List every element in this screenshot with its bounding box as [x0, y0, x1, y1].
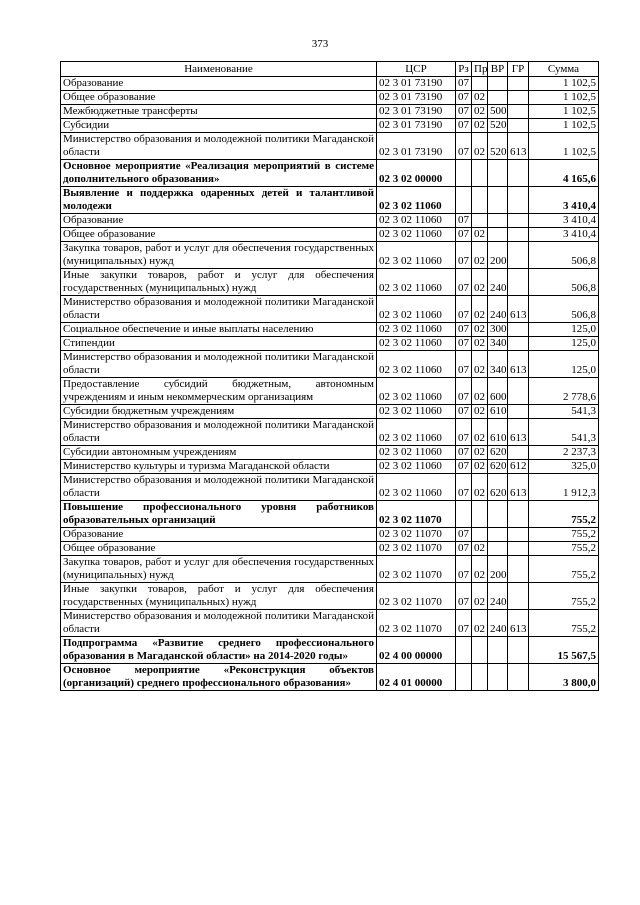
table-row [61, 474, 599, 501]
cell-pr: 02 [472, 242, 488, 269]
cell-csr: 02 3 02 11060 [377, 474, 456, 501]
cell-csr: 02 3 01 73190 [377, 105, 456, 119]
cell-pr: 02 [472, 323, 488, 337]
cell-vr: 610 [488, 405, 508, 419]
cell-sum: 1 102,5 [529, 77, 599, 91]
cell-rz [456, 664, 472, 691]
cell-sum: 506,8 [529, 242, 599, 269]
cell-rz: 07 [456, 446, 472, 460]
cell-rz [456, 187, 472, 214]
cell-csr: 02 4 01 00000 [377, 664, 456, 691]
cell-name: Министерство образования и молодежной политики Магаданской области [61, 610, 377, 637]
cell-name: Социальное обеспечение и иные выплаты населению [61, 323, 377, 337]
cell-pr: 02 [472, 474, 488, 501]
cell-gr: 613 [508, 296, 529, 323]
table-row [61, 351, 599, 378]
cell-pr: 02 [472, 583, 488, 610]
cell-name: Выявление и поддержка одаренных детей и талантливой молодежи [61, 187, 377, 214]
cell-gr [508, 637, 529, 664]
cell-vr [488, 91, 508, 105]
cell-pr: 02 [472, 296, 488, 323]
cell-vr [488, 501, 508, 528]
cell-sum: 755,2 [529, 528, 599, 542]
cell-gr [508, 542, 529, 556]
cell-gr [508, 228, 529, 242]
cell-pr [472, 214, 488, 228]
cell-rz: 07 [456, 460, 472, 474]
cell-rz: 07 [456, 583, 472, 610]
cell-gr [508, 187, 529, 214]
cell-csr: 02 3 02 00000 [377, 160, 456, 187]
cell-vr: 520 [488, 133, 508, 160]
cell-name: Субсидии [61, 119, 377, 133]
cell-rz: 07 [456, 556, 472, 583]
cell-rz: 07 [456, 542, 472, 556]
table-row [61, 105, 599, 119]
cell-name: Общее образование [61, 228, 377, 242]
cell-vr: 240 [488, 269, 508, 296]
cell-vr [488, 228, 508, 242]
table-row [61, 405, 599, 419]
cell-csr: 02 3 02 11060 [377, 419, 456, 446]
cell-name: Закупка товаров, работ и услуг для обеспечения государственных (муниципальных) нужд [61, 242, 377, 269]
cell-sum: 3 410,4 [529, 187, 599, 214]
page-number: 373 [311, 38, 329, 50]
cell-pr [472, 160, 488, 187]
cell-csr: 02 3 02 11060 [377, 242, 456, 269]
cell-csr: 02 3 02 11070 [377, 528, 456, 542]
cell-vr [488, 214, 508, 228]
cell-gr [508, 378, 529, 405]
header-name: Наименование [61, 62, 377, 77]
table-row [61, 228, 599, 242]
cell-sum: 2 778,6 [529, 378, 599, 405]
cell-gr [508, 446, 529, 460]
cell-csr: 02 3 01 73190 [377, 77, 456, 91]
cell-gr [508, 105, 529, 119]
table-row [61, 296, 599, 323]
cell-pr: 02 [472, 405, 488, 419]
cell-name: Закупка товаров, работ и услуг для обеспечения государственных (муниципальных) нужд [61, 556, 377, 583]
cell-rz: 07 [456, 419, 472, 446]
cell-csr: 02 3 02 11070 [377, 583, 456, 610]
cell-vr: 340 [488, 337, 508, 351]
cell-csr: 02 3 02 11060 [377, 296, 456, 323]
table-row [61, 160, 599, 187]
cell-pr: 02 [472, 351, 488, 378]
cell-sum: 2 237,3 [529, 446, 599, 460]
cell-sum: 1 102,5 [529, 133, 599, 160]
cell-csr: 02 3 01 73190 [377, 119, 456, 133]
cell-name: Образование [61, 214, 377, 228]
cell-gr: 613 [508, 610, 529, 637]
cell-pr [472, 187, 488, 214]
cell-vr: 240 [488, 610, 508, 637]
cell-sum: 541,3 [529, 405, 599, 419]
cell-pr: 02 [472, 556, 488, 583]
cell-name: Основное мероприятие «Реконструкция объектов (организаций) среднего профессионального образования» [61, 664, 377, 691]
table-row [61, 378, 599, 405]
cell-gr: 613 [508, 474, 529, 501]
cell-name: Основное мероприятие «Реализация мероприятий в системе дополнительного образования» [61, 160, 377, 187]
cell-rz: 07 [456, 105, 472, 119]
cell-rz: 07 [456, 77, 472, 91]
cell-pr: 02 [472, 105, 488, 119]
cell-csr: 02 3 01 73190 [377, 133, 456, 160]
cell-sum: 125,0 [529, 323, 599, 337]
cell-sum: 1 102,5 [529, 105, 599, 119]
cell-rz: 07 [456, 228, 472, 242]
cell-vr: 610 [488, 419, 508, 446]
cell-gr [508, 119, 529, 133]
cell-vr: 500 [488, 105, 508, 119]
cell-csr: 02 3 02 11070 [377, 610, 456, 637]
cell-rz: 07 [456, 351, 472, 378]
cell-sum: 4 165,6 [529, 160, 599, 187]
table-row [61, 337, 599, 351]
cell-gr: 613 [508, 351, 529, 378]
header-sum: Сумма [529, 62, 599, 77]
cell-rz: 07 [456, 91, 472, 105]
cell-name: Иные закупки товаров, работ и услуг для обеспечения государственных (муниципальных) нужд [61, 269, 377, 296]
cell-sum: 755,2 [529, 542, 599, 556]
cell-name: Подпрограмма «Развитие среднего профессионального образования в Магаданской области» на 2014-2020 годы» [61, 637, 377, 664]
cell-rz: 07 [456, 337, 472, 351]
cell-rz [456, 637, 472, 664]
cell-vr: 340 [488, 351, 508, 378]
cell-csr: 02 3 01 73190 [377, 91, 456, 105]
cell-rz: 07 [456, 610, 472, 637]
table-row [61, 460, 599, 474]
cell-name: Стипендии [61, 337, 377, 351]
cell-rz: 07 [456, 528, 472, 542]
cell-gr [508, 160, 529, 187]
cell-name: Межбюджетные трансферты [61, 105, 377, 119]
cell-gr [508, 583, 529, 610]
cell-csr: 02 3 02 11070 [377, 556, 456, 583]
cell-gr [508, 405, 529, 419]
cell-csr: 02 3 02 11070 [377, 501, 456, 528]
cell-csr: 02 4 00 00000 [377, 637, 456, 664]
cell-vr [488, 542, 508, 556]
cell-csr: 02 3 02 11060 [377, 405, 456, 419]
header-pr: Пр [472, 62, 488, 77]
cell-name: Общее образование [61, 91, 377, 105]
cell-rz: 07 [456, 269, 472, 296]
table-row [61, 542, 599, 556]
cell-pr: 02 [472, 133, 488, 160]
cell-gr [508, 664, 529, 691]
cell-gr [508, 91, 529, 105]
cell-name: Общее образование [61, 542, 377, 556]
cell-csr: 02 3 02 11060 [377, 337, 456, 351]
cell-sum: 3 410,4 [529, 228, 599, 242]
cell-sum: 125,0 [529, 351, 599, 378]
cell-gr [508, 323, 529, 337]
cell-name: Министерство образования и молодежной политики Магаданской области [61, 351, 377, 378]
cell-gr [508, 214, 529, 228]
cell-vr: 620 [488, 460, 508, 474]
cell-sum: 325,0 [529, 460, 599, 474]
cell-pr: 02 [472, 337, 488, 351]
cell-name: Образование [61, 77, 377, 91]
table-row [61, 323, 599, 337]
cell-name: Министерство образования и молодежной политики Магаданской области [61, 296, 377, 323]
cell-vr: 200 [488, 242, 508, 269]
cell-vr [488, 77, 508, 91]
cell-gr: 613 [508, 419, 529, 446]
cell-pr: 02 [472, 610, 488, 637]
cell-sum: 125,0 [529, 337, 599, 351]
table-row [61, 91, 599, 105]
cell-csr: 02 3 02 11060 [377, 460, 456, 474]
table-row [61, 528, 599, 542]
cell-name: Субсидии бюджетным учреждениям [61, 405, 377, 419]
table-row [61, 77, 599, 91]
cell-csr: 02 3 02 11060 [377, 214, 456, 228]
cell-sum: 15 567,5 [529, 637, 599, 664]
cell-csr: 02 3 02 11060 [377, 378, 456, 405]
cell-rz: 07 [456, 405, 472, 419]
cell-rz: 07 [456, 242, 472, 269]
cell-pr [472, 637, 488, 664]
cell-pr [472, 77, 488, 91]
cell-pr: 02 [472, 419, 488, 446]
table-row [61, 501, 599, 528]
header-gr: ГР [508, 62, 529, 77]
budget-table [60, 61, 599, 691]
cell-vr [488, 187, 508, 214]
cell-pr: 02 [472, 446, 488, 460]
cell-gr [508, 77, 529, 91]
cell-name: Министерство образования и молодежной политики Магаданской области [61, 419, 377, 446]
cell-name: Министерство образования и молодежной политики Магаданской области [61, 474, 377, 501]
cell-name: Образование [61, 528, 377, 542]
cell-gr: 612 [508, 460, 529, 474]
cell-pr [472, 664, 488, 691]
cell-csr: 02 3 02 11070 [377, 542, 456, 556]
cell-pr: 02 [472, 91, 488, 105]
cell-name: Иные закупки товаров, работ и услуг для обеспечения государственных (муниципальных) нужд [61, 583, 377, 610]
cell-name: Министерство образования и молодежной политики Магаданской области [61, 133, 377, 160]
table-row [61, 214, 599, 228]
cell-gr [508, 501, 529, 528]
cell-csr: 02 3 02 11060 [377, 446, 456, 460]
cell-pr: 02 [472, 228, 488, 242]
cell-rz: 07 [456, 214, 472, 228]
cell-gr [508, 242, 529, 269]
cell-pr: 02 [472, 460, 488, 474]
table-row [61, 610, 599, 637]
cell-csr: 02 3 02 11060 [377, 323, 456, 337]
cell-rz: 07 [456, 119, 472, 133]
cell-vr: 600 [488, 378, 508, 405]
cell-name: Предоставление субсидий бюджетным, автономным учреждениям и иным некоммерческим организациям [61, 378, 377, 405]
table-row [61, 119, 599, 133]
cell-vr: 200 [488, 556, 508, 583]
cell-gr [508, 528, 529, 542]
cell-sum: 1 912,3 [529, 474, 599, 501]
cell-sum: 1 102,5 [529, 119, 599, 133]
table-row [61, 637, 599, 664]
cell-sum: 3 800,0 [529, 664, 599, 691]
cell-sum: 755,2 [529, 501, 599, 528]
cell-rz: 07 [456, 323, 472, 337]
cell-gr [508, 337, 529, 351]
cell-sum: 755,2 [529, 610, 599, 637]
cell-rz: 07 [456, 133, 472, 160]
cell-rz: 07 [456, 474, 472, 501]
table-row [61, 583, 599, 610]
cell-sum: 755,2 [529, 583, 599, 610]
table-row [61, 446, 599, 460]
cell-vr [488, 664, 508, 691]
cell-name: Министерство культуры и туризма Магаданской области [61, 460, 377, 474]
cell-pr: 02 [472, 542, 488, 556]
table-row [61, 664, 599, 691]
cell-rz: 07 [456, 296, 472, 323]
table-row [61, 133, 599, 160]
cell-gr: 613 [508, 133, 529, 160]
cell-rz [456, 501, 472, 528]
cell-csr: 02 3 02 11060 [377, 269, 456, 296]
cell-name: Субсидии автономным учреждениям [61, 446, 377, 460]
cell-csr: 02 3 02 11060 [377, 228, 456, 242]
cell-vr [488, 160, 508, 187]
table-row [61, 556, 599, 583]
table-row [61, 419, 599, 446]
cell-rz: 07 [456, 378, 472, 405]
cell-gr [508, 269, 529, 296]
table-row [61, 187, 599, 214]
table-header-row [61, 62, 599, 77]
cell-csr: 02 3 02 11060 [377, 351, 456, 378]
cell-sum: 1 102,5 [529, 91, 599, 105]
cell-sum: 755,2 [529, 556, 599, 583]
cell-vr: 240 [488, 583, 508, 610]
cell-pr: 02 [472, 269, 488, 296]
table-body [61, 77, 599, 691]
header-rz: Рз [456, 62, 472, 77]
cell-vr: 300 [488, 323, 508, 337]
cell-vr: 240 [488, 296, 508, 323]
cell-csr: 02 3 02 11060 [377, 187, 456, 214]
header-vr: ВР [488, 62, 508, 77]
cell-sum: 506,8 [529, 269, 599, 296]
table-row [61, 269, 599, 296]
cell-vr: 620 [488, 474, 508, 501]
cell-name: Повышение профессионального уровня работников образовательных организаций [61, 501, 377, 528]
cell-pr: 02 [472, 378, 488, 405]
cell-vr: 520 [488, 119, 508, 133]
cell-vr [488, 637, 508, 664]
cell-pr [472, 501, 488, 528]
cell-pr [472, 528, 488, 542]
cell-vr: 620 [488, 446, 508, 460]
cell-pr: 02 [472, 119, 488, 133]
cell-sum: 3 410,4 [529, 214, 599, 228]
cell-rz [456, 160, 472, 187]
cell-vr [488, 528, 508, 542]
cell-sum: 506,8 [529, 296, 599, 323]
header-csr: ЦСР [377, 62, 456, 77]
cell-sum: 541,3 [529, 419, 599, 446]
table-row [61, 242, 599, 269]
cell-gr [508, 556, 529, 583]
